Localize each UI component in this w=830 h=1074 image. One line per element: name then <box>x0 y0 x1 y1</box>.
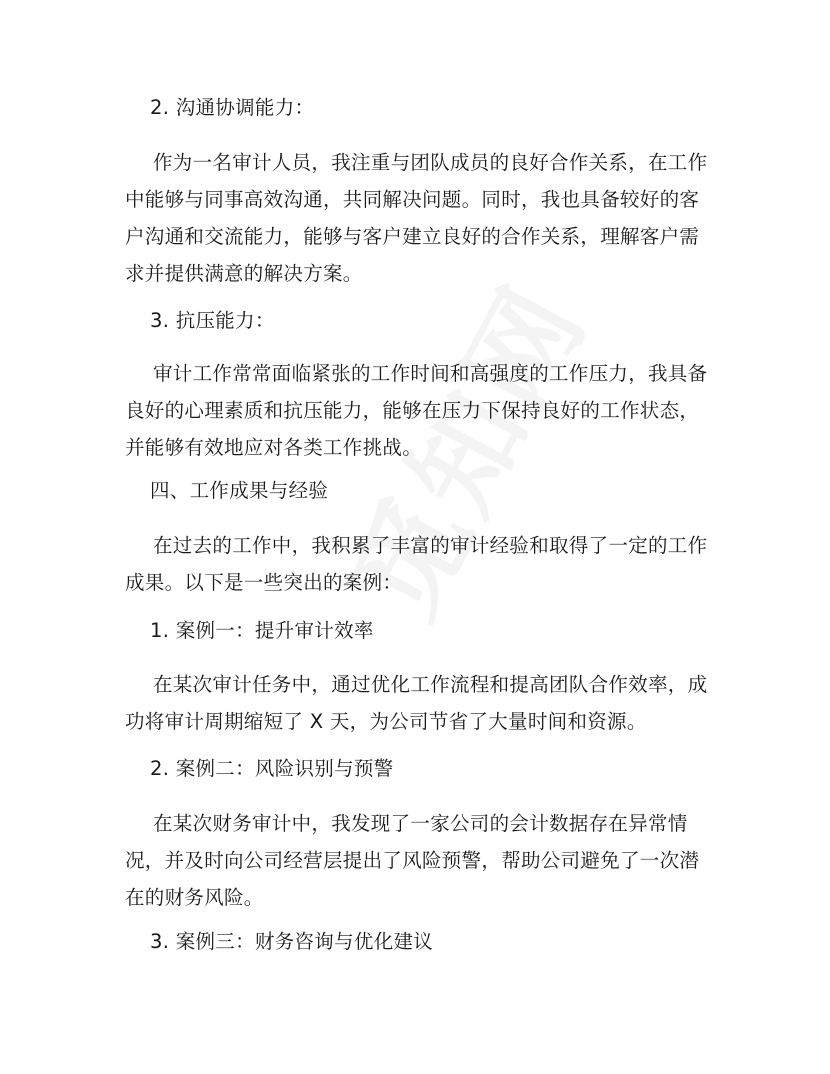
heading-case-three: 3. 案例三：财务咨询与优化建议 <box>150 930 434 953</box>
paragraph-stress-resistance <box>125 355 715 466</box>
paragraph-work-results-text: 在过去的工作中，我积累了丰富的审计经验和取得了一定的工作成果。以下是一些突出的案例： <box>125 534 708 594</box>
paragraph-communication-text: 作为一名审计人员，我注重与团队成员的良好合作关系，在工作中能够与同事高效沟通，共同解决问题。同时，我也具备较好的客户沟通和交流能力，能够与客户建立良好的合作关系，理解客户需求并提供满意的解决方案。 <box>125 151 708 285</box>
paragraph-stress-resistance-text: 审计工作常常面临紧张的工作时间和高强度的工作压力，我具备良好的心理素质和抗压能力，能够在压力下保持良好的工作状态，并能够有效地应对各类工作挑战。 <box>125 362 708 459</box>
heading-case-two: 2. 案例二：风险识别与预警 <box>150 757 394 780</box>
paragraph-communication <box>125 144 715 292</box>
paragraph-work-results <box>125 527 715 601</box>
paragraph-case-two-text: 在某次财务审计中，我发现了一家公司的会计数据存在异常情况，并及时向公司经营层提出了风险预警，帮助公司避免了一次潜在的财务风险。 <box>125 812 700 909</box>
paragraph-case-two <box>125 805 715 916</box>
paragraph-case-one <box>125 666 715 740</box>
heading-stress-resistance: 3. 抗压能力： <box>150 309 275 332</box>
paragraph-case-one-text: 在某次审计任务中，通过优化工作流程和提高团队合作效率，成功将审计周期缩短了 X 天，为公司节省了大量时间和资源。 <box>125 673 708 733</box>
heading-communication: 2. 沟通协调能力： <box>150 96 315 119</box>
heading-work-results: 四、工作成果与经验 <box>150 479 329 502</box>
heading-case-one: 1. 案例一：提升审计效率 <box>150 619 374 642</box>
